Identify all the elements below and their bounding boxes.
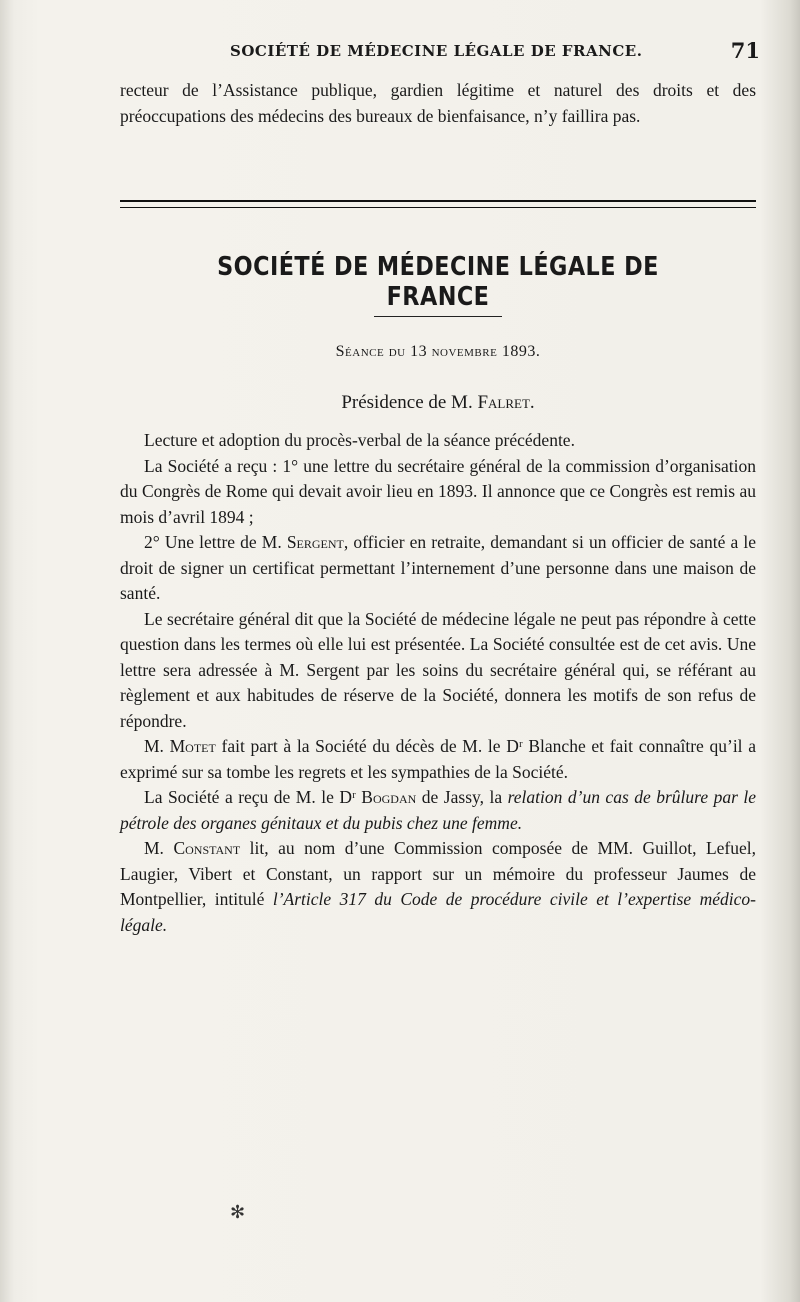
name-bogdan: Bogdan (361, 787, 417, 807)
p6-start: La Société a reçu de M. le Dʳ (144, 787, 356, 807)
paragraph-secretary-response: Le secrétaire général dit que la Société de médecine légale ne peut pas répondre à cette question dans les termes où elle lui est présentée. La Société consultée est de cet avis. Une lettre sera adressée à M. Sergent par les soins du secrétaire général qui, se référant au règlement et aux habitudes de réserve de la Société, donnera les motifs de son refus de répondre. (120, 608, 756, 731)
p7-start: M. (144, 838, 164, 858)
p7-italic: l’Article 317 du Code de procédure civile et l’expertise médico-légale. (120, 889, 756, 935)
p7-rest: lit, au nom d’une Commission composée de MM. Guillot, Lefuel, Laugier, Vibert et Constant, un rapport sur un mémoire du professeur Jaumes de Montpellier, intitulé (120, 838, 756, 909)
p5-start: M. (144, 736, 164, 756)
running-header (120, 38, 760, 68)
president-name: Falret (477, 392, 530, 413)
presidency-line (120, 392, 756, 414)
paragraph-adoption: Lecture et adoption du procès-verbal de la séance précédente. (144, 430, 575, 450)
paragraph-constant (120, 836, 756, 938)
p6-mid: de Jassy, la (416, 787, 508, 807)
name-motet: Motet (169, 736, 216, 756)
section-title: SOCIÉTÉ DE MÉDECINE LÉGALE DE FRANCE (217, 252, 659, 312)
presidency-suffix: . (529, 392, 535, 413)
p3-rest: , officier en retraite, demandant si un officier de santé a le droit de signer un certificat permettant l’internement d’une personne dans une maison de santé. (120, 532, 756, 603)
p5-rest: fait part à la Société du décès de M. le Dʳ Blanche et fait connaître qu’il a exprimé sur sa tombe les regrets et les sympathies de la Société. (120, 736, 756, 782)
name-constant: Constant (173, 838, 241, 858)
paragraph-motet (120, 734, 756, 785)
paragraph-congress-letter: La Société a reçu : 1° une lettre du secrétaire général de la commission d’organisation du Congrès de Rome qui devait avoir lieu en 1893. Il annonce que ce Congrès est remis au mois d’avril 1894 ; (120, 455, 756, 527)
p6-italic: relation d’un cas de brûlure par le pétrole des organes génitaux et du pubis chez une femme. (120, 787, 757, 833)
section-double-rule (120, 200, 756, 208)
page-number: 71 (730, 38, 760, 63)
title-underline-rule (374, 316, 502, 317)
printer-ornament-icon: ✻ (230, 1202, 246, 1223)
name-sergent: Sergent (286, 532, 344, 552)
presidency-prefix: Présidence de M. (341, 392, 473, 413)
continuation-text: recteur de l’Assistance publique, gardien légitime et naturel des droits et des préoccupations des médecins des bureaux de bienfaisance, n’y faillira pas. (120, 80, 756, 126)
minutes-body (120, 428, 756, 938)
continuation-paragraph (120, 78, 756, 129)
paragraph-sergent-letter (120, 530, 756, 607)
session-date: Séance du 13 novembre 1893. (335, 343, 541, 360)
paragraph-bogdan (120, 785, 756, 836)
p3-start: 2° Une lettre de M. (144, 532, 282, 552)
running-title: SOCIÉTÉ DE MÉDECINE LÉGALE DE FRANCE. (230, 42, 643, 60)
